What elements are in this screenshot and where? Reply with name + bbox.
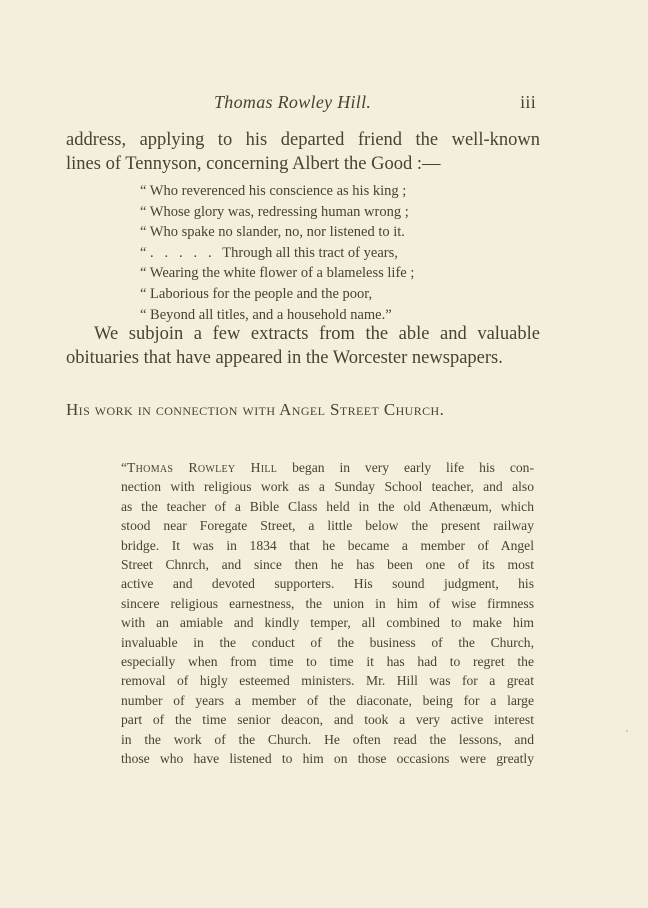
page-number: iii — [520, 92, 536, 112]
poem-line: “ Beyond all titles, and a household name.” — [140, 306, 392, 323]
extracts-line: obituaries that have appeared in the Worcester newspapers. — [66, 348, 503, 368]
body-line: bridge. It was in 1834 that he became a member of Angel — [121, 537, 534, 553]
opening-name: Thomas Rowley Hill — [127, 460, 278, 475]
body-line: invaluable in the conduct of the business of the Church, — [121, 634, 534, 650]
body-line: stood near Foregate Street, a little below the present railway — [121, 518, 534, 534]
tennyson-quotation — [140, 181, 480, 325]
body-line: as the teacher of a Bible Class held in the old Athenæum, which — [121, 498, 534, 514]
poem-line: “ Whose glory was, redressing human wrong ; — [140, 203, 409, 220]
body-line: removal of higly esteemed ministers. Mr. Hill was for a great — [121, 673, 534, 689]
intro-paragraph — [66, 128, 540, 176]
poem-line: “ Laborious for the people and the poor, — [140, 285, 373, 302]
intro-line: address, applying to his departed friend the well-known — [66, 130, 540, 150]
body-line: number of years a member of the diaconate, being for a large — [121, 692, 534, 708]
body-line: active and devoted supporters. His sound judgment, his — [121, 576, 534, 592]
opening-quote: “ — [121, 460, 128, 475]
body-line: those who have listened to him on those occasions were greatly — [121, 751, 534, 767]
body-line: with an amiable and kindly temper, all combined to make him — [121, 615, 534, 631]
body-line: especially when from time to time it has had to regret the — [121, 654, 534, 670]
body-line: part of the time senior deacon, and took a very active interest — [121, 712, 534, 728]
body-first-line — [121, 458, 534, 477]
poem-line: “ . . . . . Through all this tract of years, — [140, 244, 398, 261]
body-line: nection with religious work as a Sunday School teacher, and also — [121, 479, 534, 495]
body-line: in the work of the Church. He often read the lessons, and — [121, 731, 534, 747]
extracts-line: We subjoin a few extracts from the able and valuable — [94, 324, 540, 344]
intro-line: lines of Tennyson, concerning Albert the Good :— — [66, 154, 441, 174]
running-title: Thomas Rowley Hill. — [214, 92, 372, 112]
poem-line: “ Who spake no slander, no, nor listened to it. — [140, 224, 405, 241]
body-line: sincere religious earnestness, the union in him of wise firmness — [121, 595, 534, 611]
first-line-rest: began in very early life his con- — [277, 460, 534, 475]
body-line: Street Chnrch, and since then he has been one of its most — [121, 557, 534, 573]
section-heading: His work in connection with Angel Street Church. — [66, 400, 445, 419]
poem-line: “ Wearing the white flower of a blameless life ; — [140, 265, 415, 282]
poem-line: “ Who reverenced his conscience as his king ; — [140, 183, 407, 199]
extracts-paragraph — [66, 322, 540, 370]
paper-speck — [626, 730, 628, 732]
body-paragraph — [121, 458, 534, 769]
